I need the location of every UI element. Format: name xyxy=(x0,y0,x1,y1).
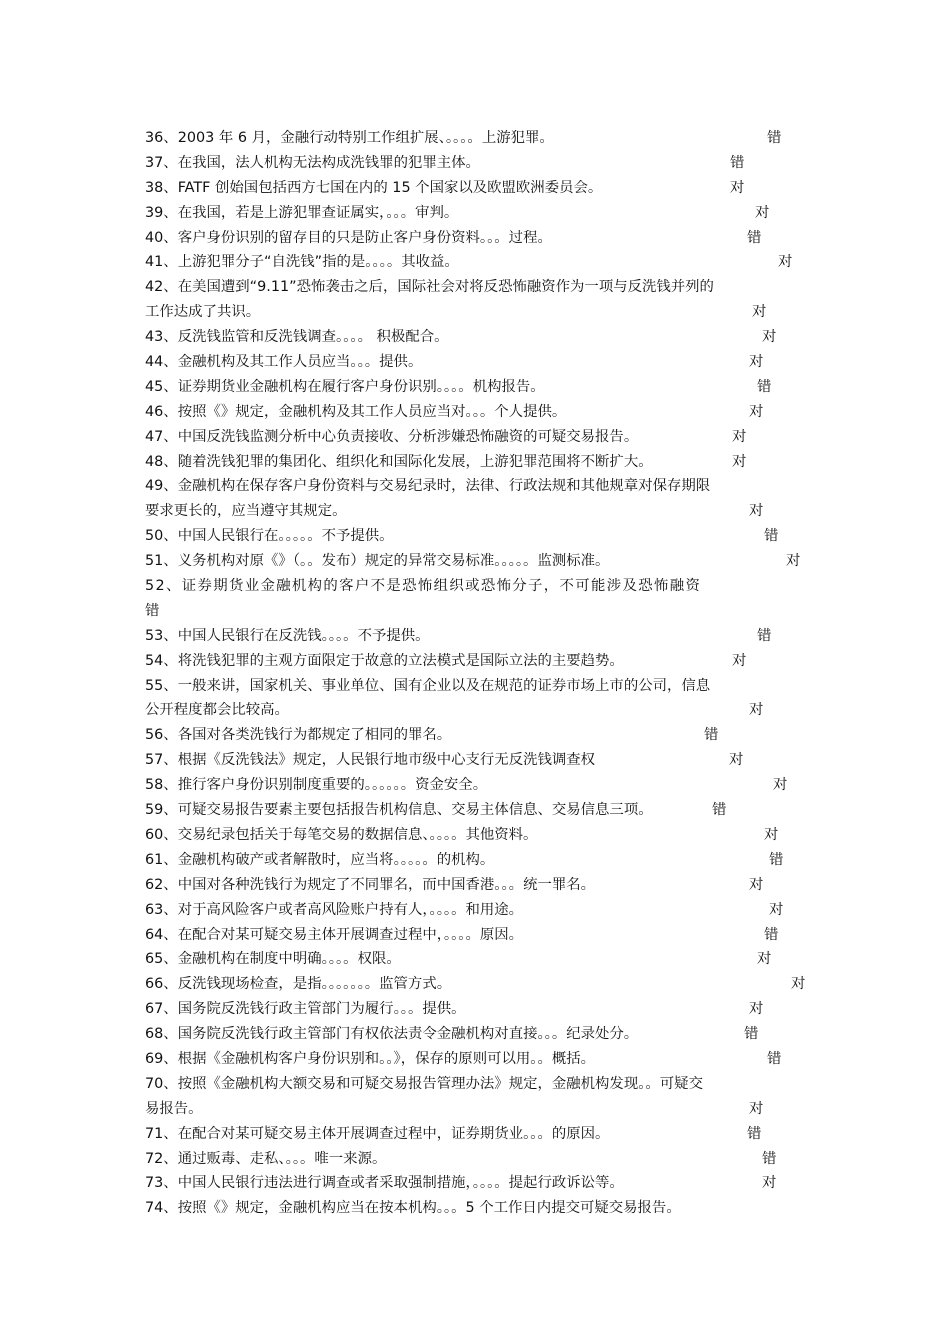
answer-mark: 错 xyxy=(704,727,719,744)
question-text: 63、对于高风险客户或者高风险账户持有人，。。。。和用途。 xyxy=(145,901,524,918)
question-text: 36、2003 年 6 月，金融行动特别工作组扩展、。。。。上游犯罪。 xyxy=(145,130,554,146)
question-line xyxy=(145,1196,810,1221)
question-text: 53、中国人民银行在反洗钱。。。。不予提供。 xyxy=(145,627,430,644)
question-text: 43、反洗钱监管和反洗钱调查。。。。 积极配合。 xyxy=(145,329,449,346)
question-text: 46、按照《》规定，金融机构及其工作人员应当对。。。个人提供。 xyxy=(145,403,567,420)
question-line xyxy=(145,972,810,997)
question-text: 67、国务院反洗钱行政主管部门为履行。。。提供。 xyxy=(145,1001,466,1018)
question-line xyxy=(145,524,810,549)
question-text: 工作达成了共识。 xyxy=(145,304,261,321)
question-text: 42、在美国遭到“9.11”恐怖袭击之后，国际社会对将反恐怖融资作为一项与反洗钱并列的 xyxy=(145,279,714,296)
answer-mark: 对 xyxy=(769,901,784,918)
answer-mark: 对 xyxy=(749,1100,764,1117)
answer-mark: 错 xyxy=(769,851,784,868)
question-line xyxy=(145,748,810,773)
question-text: 71、在配合对某可疑交易主体开展调查过程中，证券期货业。。。的原因。 xyxy=(145,1125,610,1142)
question-line xyxy=(145,325,810,350)
answer-mark: 错 xyxy=(747,229,762,246)
answer-mark: 对 xyxy=(749,503,764,520)
question-line xyxy=(145,599,810,624)
question-text: 57、根据《反洗钱法》规定，人民银行地市级中心支行无反洗钱调查权 xyxy=(145,752,596,769)
answer-mark: 错 xyxy=(747,1125,762,1142)
answer-mark: 对 xyxy=(732,652,747,669)
answer-mark: 错 xyxy=(767,130,782,146)
answer-mark: 对 xyxy=(762,1175,777,1192)
question-line xyxy=(145,798,810,823)
question-line xyxy=(145,1147,810,1172)
answer-mark: 对 xyxy=(778,254,793,271)
question-line xyxy=(145,201,810,226)
question-text: 58、推行客户身份识别制度重要的。。。。。。资金安全。 xyxy=(145,777,488,794)
question-text: 73、中国人民银行违法进行调查或者采取强制措施，。。。。提起行政诉讼等。 xyxy=(145,1175,624,1192)
question-line xyxy=(145,848,810,873)
question-line xyxy=(145,1097,810,1122)
answer-mark: 错 xyxy=(730,154,745,171)
question-text: 64、在配合对某可疑交易主体开展调查过程中，。。。。原因。 xyxy=(145,926,524,943)
question-line xyxy=(145,300,810,325)
question-line xyxy=(145,997,810,1022)
question-text: 56、各国对各类洗钱行为都规定了相同的罪名。 xyxy=(145,727,452,744)
question-text: 48、随着洗钱犯罪的集团化、组织化和国际化发展，上游犯罪范围将不断扩大。 xyxy=(145,453,653,470)
question-line xyxy=(145,873,810,898)
question-text: 54、将洗钱犯罪的主观方面限定于故意的立法模式是国际立法的主要趋势。 xyxy=(145,652,624,669)
answer-mark: 对 xyxy=(757,951,772,968)
question-line xyxy=(145,1122,810,1147)
answer-mark: 错 xyxy=(767,1050,782,1067)
answer-mark: 错 xyxy=(744,1026,759,1043)
question-text: 60、交易纪录包括关于每笔交易的数据信息、。。。。其他资料。 xyxy=(145,826,538,843)
question-text: 40、客户身份识别的留存目的只是防止客户身份资料。。。过程。 xyxy=(145,229,552,246)
question-text: 49、金融机构在保存客户身份资料与交易纪录时，法律、行政法规和其他规章对保存期限 xyxy=(145,478,711,495)
question-list xyxy=(145,126,810,1221)
question-text: 45、证券期货业金融机构在履行客户身份识别。。。。机构报告。 xyxy=(145,378,545,395)
answer-mark: 对 xyxy=(773,777,788,794)
answer-mark: 错 xyxy=(764,926,779,943)
question-line xyxy=(145,624,810,649)
question-line xyxy=(145,151,810,176)
question-text: 74、按照《》规定，金融机构应当在按本机构。。。5 个工作日内提交可疑交易报告。 xyxy=(145,1200,681,1217)
question-line xyxy=(145,275,810,300)
question-text: 47、中国反洗钱监测分析中心负责接收、分析涉嫌恐怖融资的可疑交易报告。 xyxy=(145,428,639,445)
question-text: 70、按照《金融机构大额交易和可疑交易报告管理办法》规定，金融机构发现。。可疑交 xyxy=(145,1075,703,1092)
question-text: 69、根据《金融机构客户身份识别和。。》，保存的原则可以用。。概括。 xyxy=(145,1050,596,1067)
answer-mark: 错 xyxy=(764,528,779,545)
answer-mark: 错 xyxy=(757,627,772,644)
question-line xyxy=(145,126,810,151)
question-line xyxy=(145,574,810,599)
question-text: 66、反洗钱现场检查，是指。。。。。。。监管方式。 xyxy=(145,976,452,993)
question-line xyxy=(145,823,810,848)
answer-mark: 对 xyxy=(749,876,764,893)
answer-mark: 对 xyxy=(786,553,801,570)
question-line xyxy=(145,499,810,524)
question-text: 要求更长的，应当遵守其规定。 xyxy=(145,503,347,520)
answer-mark: 对 xyxy=(729,752,744,769)
question-line xyxy=(145,773,810,798)
question-line xyxy=(145,723,810,748)
question-text: 44、金融机构及其工作人员应当。。。提供。 xyxy=(145,354,423,371)
question-text: 72、通过贩毒、走私、。。。唯一来源。 xyxy=(145,1150,387,1167)
question-line xyxy=(145,1072,810,1097)
answer-mark: 对 xyxy=(749,403,764,420)
question-text: 公开程度都会比较高。 xyxy=(145,702,289,719)
question-line xyxy=(145,649,810,674)
question-line xyxy=(145,375,810,400)
question-text: 37、在我国，法人机构无法构成洗钱罪的犯罪主体。 xyxy=(145,154,480,171)
answer-mark: 对 xyxy=(749,354,764,371)
answer-mark: 对 xyxy=(791,976,806,993)
question-line xyxy=(145,226,810,251)
question-text: 50、中国人民银行在。。。。。不予提供。 xyxy=(145,528,394,545)
question-line xyxy=(145,1171,810,1196)
question-text: 68、国务院反洗钱行政主管部门有权依法责令金融机构对直接。。。纪录处分。 xyxy=(145,1026,639,1043)
answer-mark: 对 xyxy=(752,304,767,321)
question-line xyxy=(145,425,810,450)
answer-mark: 对 xyxy=(732,453,747,470)
answer-mark: 对 xyxy=(732,428,747,445)
question-line xyxy=(145,698,810,723)
answer-mark: 错 xyxy=(762,1150,777,1167)
question-line xyxy=(145,176,810,201)
answer-mark: 对 xyxy=(762,329,777,346)
answer-mark: 错 xyxy=(757,378,772,395)
question-line xyxy=(145,450,810,475)
question-line xyxy=(145,474,810,499)
question-text: 61、金融机构破产或者解散时，应当将。。。。。的机构。 xyxy=(145,851,495,868)
question-text: 55、一般来讲，国家机关、事业单位、国有企业以及在规范的证券市场上市的公司，信息 xyxy=(145,677,711,694)
question-text: 65、金融机构在制度中明确。。。。权限。 xyxy=(145,951,401,968)
question-text: 62、中国对各种洗钱行为规定了不同罪名，而中国香港。。。统一罪名。 xyxy=(145,876,596,893)
question-text: 38、FATF 创始国包括西方七国在内的 15 个国家以及欧盟欧洲委员会。 xyxy=(145,179,603,196)
answer-mark: 对 xyxy=(730,179,745,196)
question-text: 51、义务机构对原《》（。。发布）规定的异常交易标准。。。。。监测标准。 xyxy=(145,553,610,570)
answer-mark: 对 xyxy=(749,1001,764,1018)
question-text: 59、可疑交易报告要素主要包括报告机构信息、交易主体信息、交易信息三项。 xyxy=(145,802,653,819)
question-text: 52、证券期货业金融机构的客户不是恐怖组织或恐怖分子，不可能涉及恐怖融资 xyxy=(145,578,702,595)
answer-mark: 对 xyxy=(749,702,764,719)
question-line xyxy=(145,1047,810,1072)
question-text: 易报告。 xyxy=(145,1100,203,1117)
answer-mark: 错 xyxy=(712,802,727,819)
question-line xyxy=(145,923,810,948)
question-line xyxy=(145,400,810,425)
question-text: 41、上游犯罪分子“自洗钱”指的是。。。。其收益。 xyxy=(145,254,459,271)
question-line xyxy=(145,549,810,574)
question-line xyxy=(145,350,810,375)
question-text: 39、在我国，若是上游犯罪查证属实，。。。审判。 xyxy=(145,204,459,221)
question-line xyxy=(145,898,810,923)
question-text: 错 xyxy=(145,602,160,619)
answer-mark: 对 xyxy=(764,826,779,843)
question-line xyxy=(145,947,810,972)
question-line xyxy=(145,1022,810,1047)
answer-mark: 对 xyxy=(755,204,770,221)
question-line xyxy=(145,674,810,699)
question-line xyxy=(145,250,810,275)
